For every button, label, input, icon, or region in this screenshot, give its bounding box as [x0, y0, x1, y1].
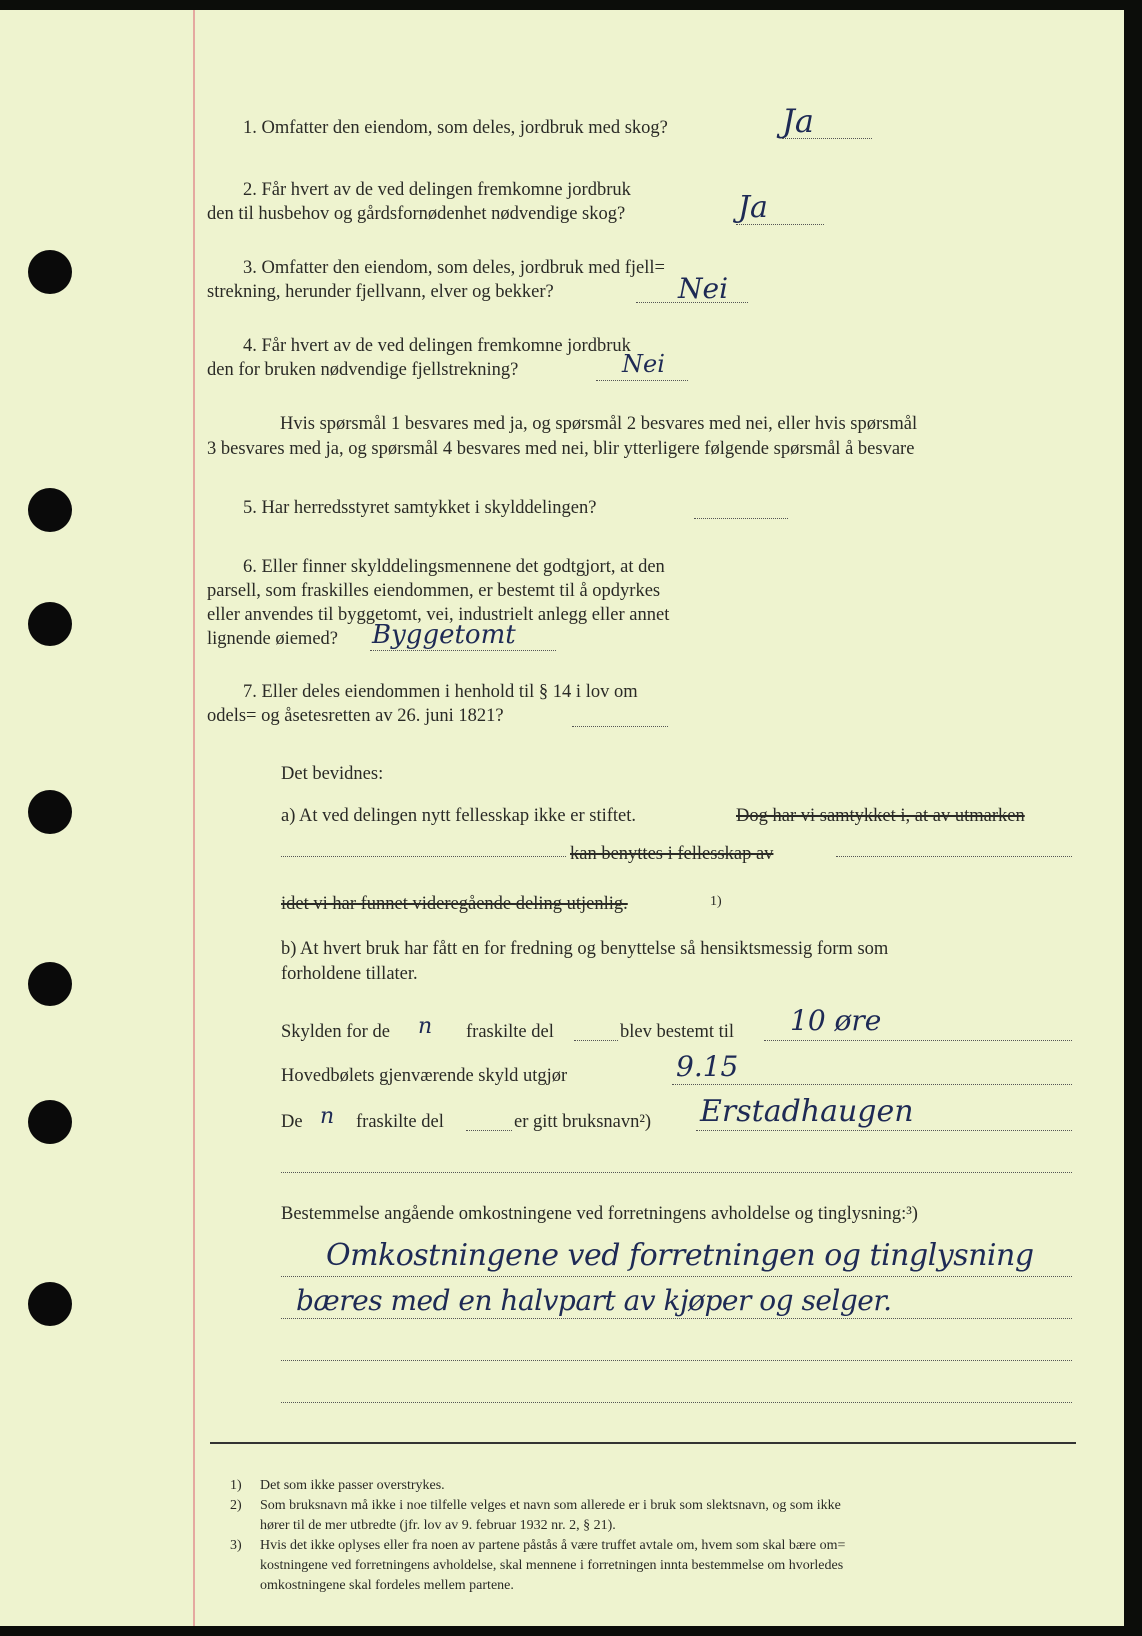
- question-3-line2: strekning, herunder fjellvann, elver og bekker?: [207, 282, 554, 302]
- blank-line: [764, 1040, 1072, 1041]
- question-6-answer: Byggetomt: [372, 620, 516, 650]
- footnote-text: hører til de mer utbredte (jfr. lov av 9. februar 1932 nr. 2, § 21).: [260, 1518, 616, 1533]
- bruksnavn-label-3: er gitt bruksnavn²): [514, 1112, 652, 1132]
- certification-a-struck: Dog har vi samtykket i, at av utmarken: [736, 806, 1025, 826]
- instruction-line1: Hvis spørsmål 1 besvares med ja, og spørsmål 2 besvares med nei, eller hvis spørsmål: [280, 414, 918, 434]
- question-4-line2: den for bruken nødvendige fjellstrekning?: [207, 360, 519, 380]
- costs-handwriting-1: Omkostningene ved forretningen og tinglysning: [326, 1238, 1034, 1273]
- punch-hole: [28, 962, 72, 1006]
- footnote-text: Som bruksnavn må ikke i noe tilfelle velges et navn som allerede er i bruk som slektsnavn, og som ikke: [260, 1498, 841, 1513]
- skyld-label-3: blev bestemt til: [620, 1022, 735, 1042]
- footnote-text: kostningene ved forretningens avholdelse, skal mennene i forretningen innta bestemmelse om hvorledes: [260, 1558, 844, 1573]
- scan-edge: [1124, 10, 1142, 1626]
- blank-line: [281, 1276, 1072, 1277]
- bruksnavn-hw-1: n: [320, 1104, 335, 1129]
- punch-hole: [28, 790, 72, 834]
- skyld-hw-1: n: [418, 1014, 433, 1039]
- question-2-line1: 2. Får hvert av de ved delingen fremkomne jordbruk: [243, 180, 631, 200]
- blank-line: [836, 856, 1072, 857]
- certification-a-text: a) At ved delingen nytt fellesskap ikke er stiftet.: [281, 806, 636, 826]
- certification-b-line1: b) At hvert bruk har fått en for fredning og benyttelse så hensiktsmessig form som: [281, 939, 889, 959]
- blank-line: [281, 1360, 1072, 1361]
- punch-hole: [28, 488, 72, 532]
- skyld-remaining-label: Hovedbølets gjenværende skyld utgjør: [281, 1066, 568, 1086]
- certification-b-line2: forholdene tillater.: [281, 964, 418, 984]
- answer-line: [694, 518, 788, 519]
- skyld-label-1: Skylden for de: [281, 1022, 390, 1042]
- certification-a-struck2: kan benyttes i fellesskap av: [570, 844, 774, 864]
- skyld-amount: 10 øre: [790, 1004, 882, 1037]
- certification-a-note: 1): [710, 894, 722, 909]
- bruksnavn-value: Erstadhaugen: [700, 1094, 914, 1129]
- bruksnavn-label-1: De: [281, 1112, 303, 1132]
- blank-line: [281, 856, 566, 857]
- instruction-line2: 3 besvares med ja, og spørsmål 4 besvares med nei, blir ytterligere følgende spørsmål å besvare: [207, 439, 915, 459]
- footnote-number: 2): [230, 1498, 242, 1513]
- footnote-text: omkostningene skal fordeles mellem partene.: [260, 1578, 514, 1593]
- answer-line: [782, 138, 872, 139]
- question-2-line2: den til husbehov og gårdsfornødenhet nødvendige skog?: [207, 204, 626, 224]
- blank-line: [281, 1318, 1072, 1319]
- question-5-text: 5. Har herredsstyret samtykket i skylddelingen?: [243, 498, 597, 518]
- footnote-text: Hvis det ikke oplyses eller fra noen av partene påstås å være truffet avtale om, hvem som skal bære om=: [260, 1538, 846, 1553]
- answer-line: [370, 650, 556, 651]
- punch-hole: [28, 1100, 72, 1144]
- punch-hole: [28, 602, 72, 646]
- punch-hole: [28, 250, 72, 294]
- costs-handwriting-2: bæres med en halvpart av kjøper og selger.: [296, 1284, 892, 1317]
- blank-line: [466, 1130, 512, 1131]
- footnote-text: Det som ikke passer overstrykes.: [260, 1478, 445, 1493]
- blank-line: [281, 1402, 1072, 1403]
- question-2-answer: Ja: [738, 190, 768, 225]
- punch-hole: [28, 1282, 72, 1326]
- question-1-text: 1. Omfatter den eiendom, som deles, jordbruk med skog?: [243, 118, 668, 138]
- question-7-line1: 7. Eller deles eiendommen i henhold til § 14 i lov om: [243, 682, 638, 702]
- question-6-line4: lignende øiemed?: [207, 629, 338, 649]
- margin-line: [193, 10, 195, 1626]
- question-6-line2: parsell, som fraskilles eiendommen, er bestemt til å opdyrkes: [207, 581, 661, 601]
- answer-line: [572, 726, 668, 727]
- blank-line: [574, 1040, 618, 1041]
- answer-line: [596, 380, 688, 381]
- blank-line: [696, 1130, 1072, 1131]
- skyld-label-2: fraskilte del: [466, 1022, 554, 1042]
- question-4-line1: 4. Får hvert av de ved delingen fremkomne jordbruk: [243, 336, 631, 356]
- answer-line: [736, 224, 824, 225]
- blank-line: [281, 1172, 1072, 1173]
- question-6-line1: 6. Eller finner skylddelingsmennene det godtgjort, at den: [243, 557, 665, 577]
- answer-line: [636, 302, 748, 303]
- question-4-answer: Nei: [622, 350, 665, 378]
- certification-heading: Det bevidnes:: [281, 764, 384, 784]
- bruksnavn-label-2: fraskilte del: [356, 1112, 444, 1132]
- footnote-rule: [210, 1442, 1076, 1444]
- blank-line: [672, 1084, 1072, 1085]
- footnote-number: 3): [230, 1538, 242, 1553]
- skyld-remaining-value: 9.15: [676, 1050, 739, 1083]
- footnote-number: 1): [230, 1478, 242, 1493]
- question-1-answer: Ja: [782, 102, 814, 140]
- document-page: [0, 10, 1124, 1626]
- certification-a-struck3: idet vi har funnet videregående deling utjenlig.: [281, 894, 628, 914]
- costs-label: Bestemmelse angående omkostningene ved forretningens avholdelse og tinglysning:³): [281, 1204, 918, 1224]
- question-3-line1: 3. Omfatter den eiendom, som deles, jordbruk med fjell=: [243, 258, 665, 278]
- question-6-line3: eller anvendes til byggetomt, vei, industrielt anlegg eller annet: [207, 605, 670, 625]
- question-7-line2: odels= og åsetesretten av 26. juni 1821?: [207, 706, 504, 726]
- question-3-answer: Nei: [678, 272, 729, 305]
